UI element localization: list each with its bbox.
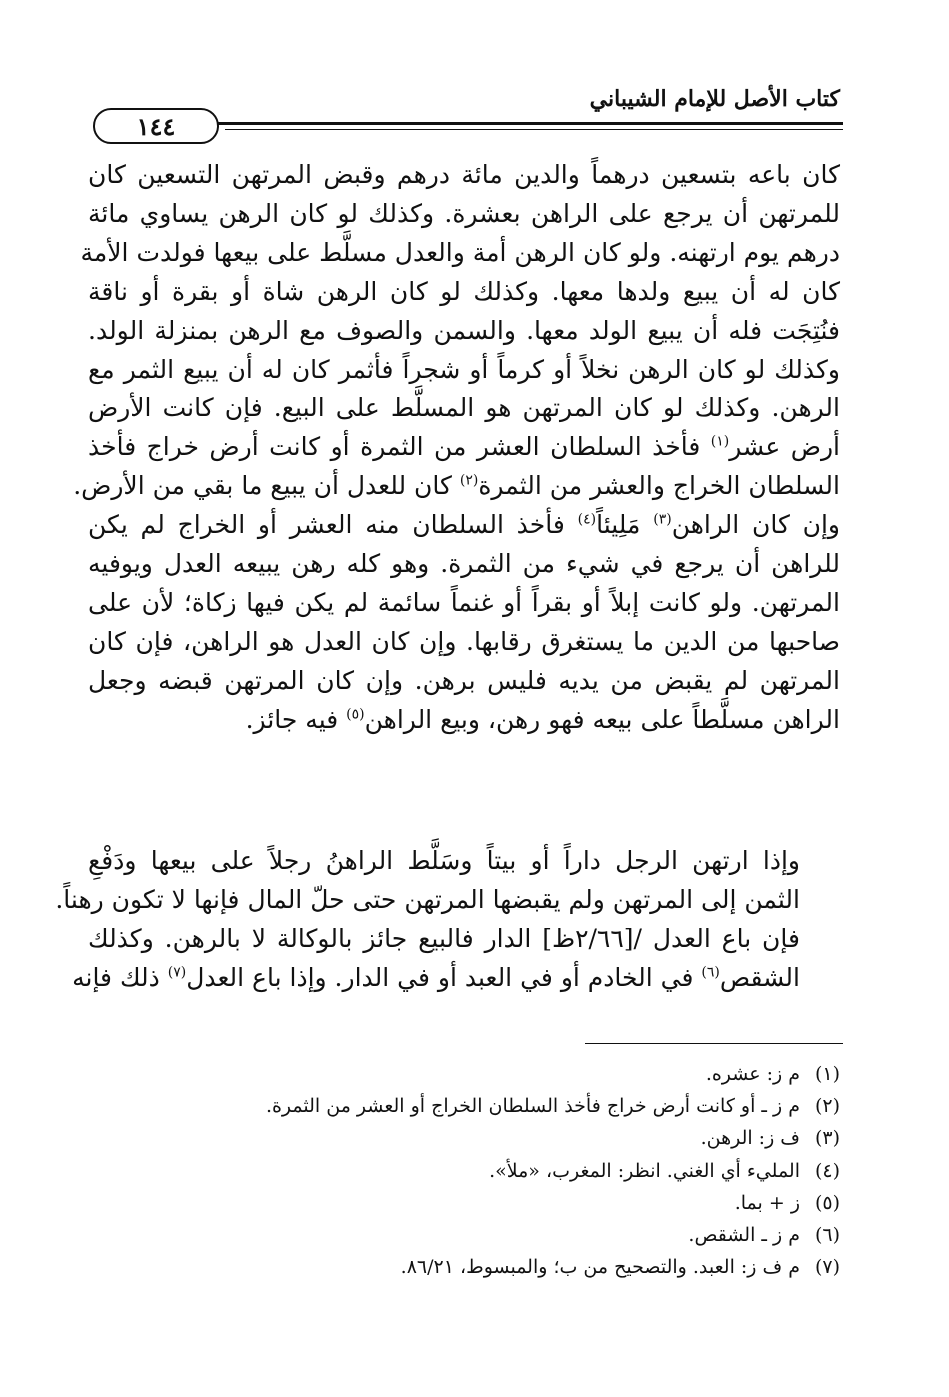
running-header-title: كتاب الأصل للإمام الشيباني: [589, 86, 840, 112]
text-line: للمرتهن أن يرجع على الراهن بعشرة. وكذلك لو كان الرهن يساوي مائة: [88, 198, 840, 228]
text-run: ذلك فإنه: [72, 962, 168, 992]
text-line: فإن باع العدل /[٢/٦٦ظ] الدار فالبيع جائز بالوكالة لا بالرهن. وكذلك: [88, 923, 800, 953]
text-line: صاحبها من الدين ما يستغرق رقابها. وإن كان العدل هو الراهن، فإن كان: [88, 626, 840, 656]
footnote-item: [120, 1058, 840, 1090]
footnote-number: (٤): [814, 1159, 840, 1182]
text-line: [72, 959, 840, 998]
text-line: [88, 506, 840, 545]
text-line: للراهن أن يرجع في شيء من الثمرة. وهو كله رهن يبيعه العدل ويوفيه: [88, 549, 840, 579]
text-line: المرتهن لم يقبض من يديه فليس برهن. وإن كان المرتهن قبضه وجعل: [88, 665, 840, 695]
footnote-item: [120, 1122, 840, 1154]
text-line: الرهن. وكذلك لو كان المرتهن هو المسلَّط على البيع. فإن كانت الأرض: [88, 393, 840, 423]
body-paragraph-1: [73, 156, 840, 740]
footnote-number: (٧): [814, 1256, 840, 1279]
text-run: الشقص: [719, 962, 800, 992]
footnote-number: (٦): [814, 1224, 840, 1247]
footnote-item: [120, 1090, 840, 1122]
text-run: وإن كان الراهن: [671, 510, 840, 540]
text-run: أرض عشر: [729, 432, 840, 462]
footnote-text: م ف ز: العبد. والتصحيح من ب؛ والمبسوط، ٨٦/٢١.: [400, 1256, 800, 1279]
text-line: درهم يوم ارتهنه. ولو كان الرهن أمة والعدل مسلَّط على بيعها فولدت الأمة: [80, 237, 840, 267]
footnote-item: [120, 1219, 840, 1251]
footnote-text: ز + بما.: [734, 1191, 800, 1214]
footnote-marker-2[interactable]: (٢): [459, 472, 479, 489]
footnote-item: [120, 1155, 840, 1187]
text-run: فأخذ السلطان منه العشر أو الخراج لم يكن: [88, 510, 578, 540]
footnote-marker-7[interactable]: (٧): [167, 964, 187, 981]
text-line: كان له أن يبيع ولدها معها. وكذلك لو كان الرهن شاة أو بقرة أو ناقة: [88, 276, 840, 306]
text-line: كان باعه بتسعين درهماً والدين مائة درهم وقبض المرتهن التسعين كان: [88, 160, 840, 189]
text-line: [88, 701, 840, 740]
text-run: الراهن مسلَّطاً على بيعه فهو رهن، وبيع الراهن: [364, 704, 840, 734]
text-line: المرتهن. ولو كانت إبلاً أو بقراً أو غنماً سائمة لم يكن فيها زكاة؛ لأن على: [88, 587, 840, 617]
footnote-marker-6[interactable]: (٦): [701, 964, 720, 981]
header-rule-thick: [225, 122, 843, 125]
header-rule-thin: [225, 129, 843, 130]
text-run: كان للعدل أن يبيع ما بقي من الأرض.: [73, 471, 460, 501]
footnote-number: (٣): [814, 1127, 840, 1150]
text-line: [73, 467, 840, 506]
text-line: الثمن إلى المرتهن ولم يقبضها المرتهن حتى حلّ المال فإنها لا تكون رهناً.: [55, 884, 800, 914]
footnote-text: م ز ـ أو كانت أرض خراج فأخذ السلطان الخراج أو العشر من الثمرة.: [265, 1095, 800, 1118]
text-line: وكذلك لو كان الرهن نخلاً أو كرماً أو شجراً فأثمر كان له أن يبيع الثمر مع: [88, 354, 840, 384]
footnote-marker-5[interactable]: (٥): [346, 706, 365, 723]
text-run: السلطان الخراج والعشر من الثمرة: [478, 471, 840, 501]
body-paragraph-2: [55, 842, 840, 998]
footnote-marker-3[interactable]: (٣): [653, 511, 672, 528]
text-run: فيه جائز.: [245, 704, 347, 734]
footnote-separator: [585, 1043, 843, 1044]
footnote-text: ف ز: الرهن.: [700, 1127, 800, 1150]
text-run: فأخذ السلطان العشر من الثمرة أو كانت أرض خراج فأخذ: [88, 432, 711, 462]
footnote-text: م ز ـ الشقص.: [688, 1224, 800, 1247]
footnote-item: [120, 1251, 840, 1283]
footnote-text: م ز: عشره.: [705, 1063, 800, 1085]
page-number: ١٤٤: [93, 108, 219, 144]
footnote-text: المليء أي الغني. انظر: المغرب، «ملأ».: [489, 1159, 800, 1182]
footnotes-list: [120, 1058, 840, 1283]
text-run: مَلِيئاً: [596, 510, 654, 540]
text-run: في الخادم أو في العبد أو في الدار. وإذا باع العدل: [186, 962, 702, 992]
footnote-marker-1[interactable]: (١): [710, 434, 730, 451]
text-line: [88, 428, 840, 467]
footnote-marker-4[interactable]: (٤): [577, 511, 597, 528]
footnote-number: (١): [814, 1063, 840, 1085]
footnote-number: (٢): [814, 1095, 840, 1118]
text-line: وإذا ارتهن الرجل داراً أو بيتاً وسَلَّط الراهنُ رجلاً على بيعها ودَفْعِ: [88, 846, 800, 875]
text-line: فنُتِجَت فله أن يبيع الولد معها. والسمن والصوف مع الرهن بمنزلة الولد.: [88, 315, 840, 345]
footnote-number: (٥): [814, 1191, 840, 1214]
footnote-item: [120, 1187, 840, 1219]
